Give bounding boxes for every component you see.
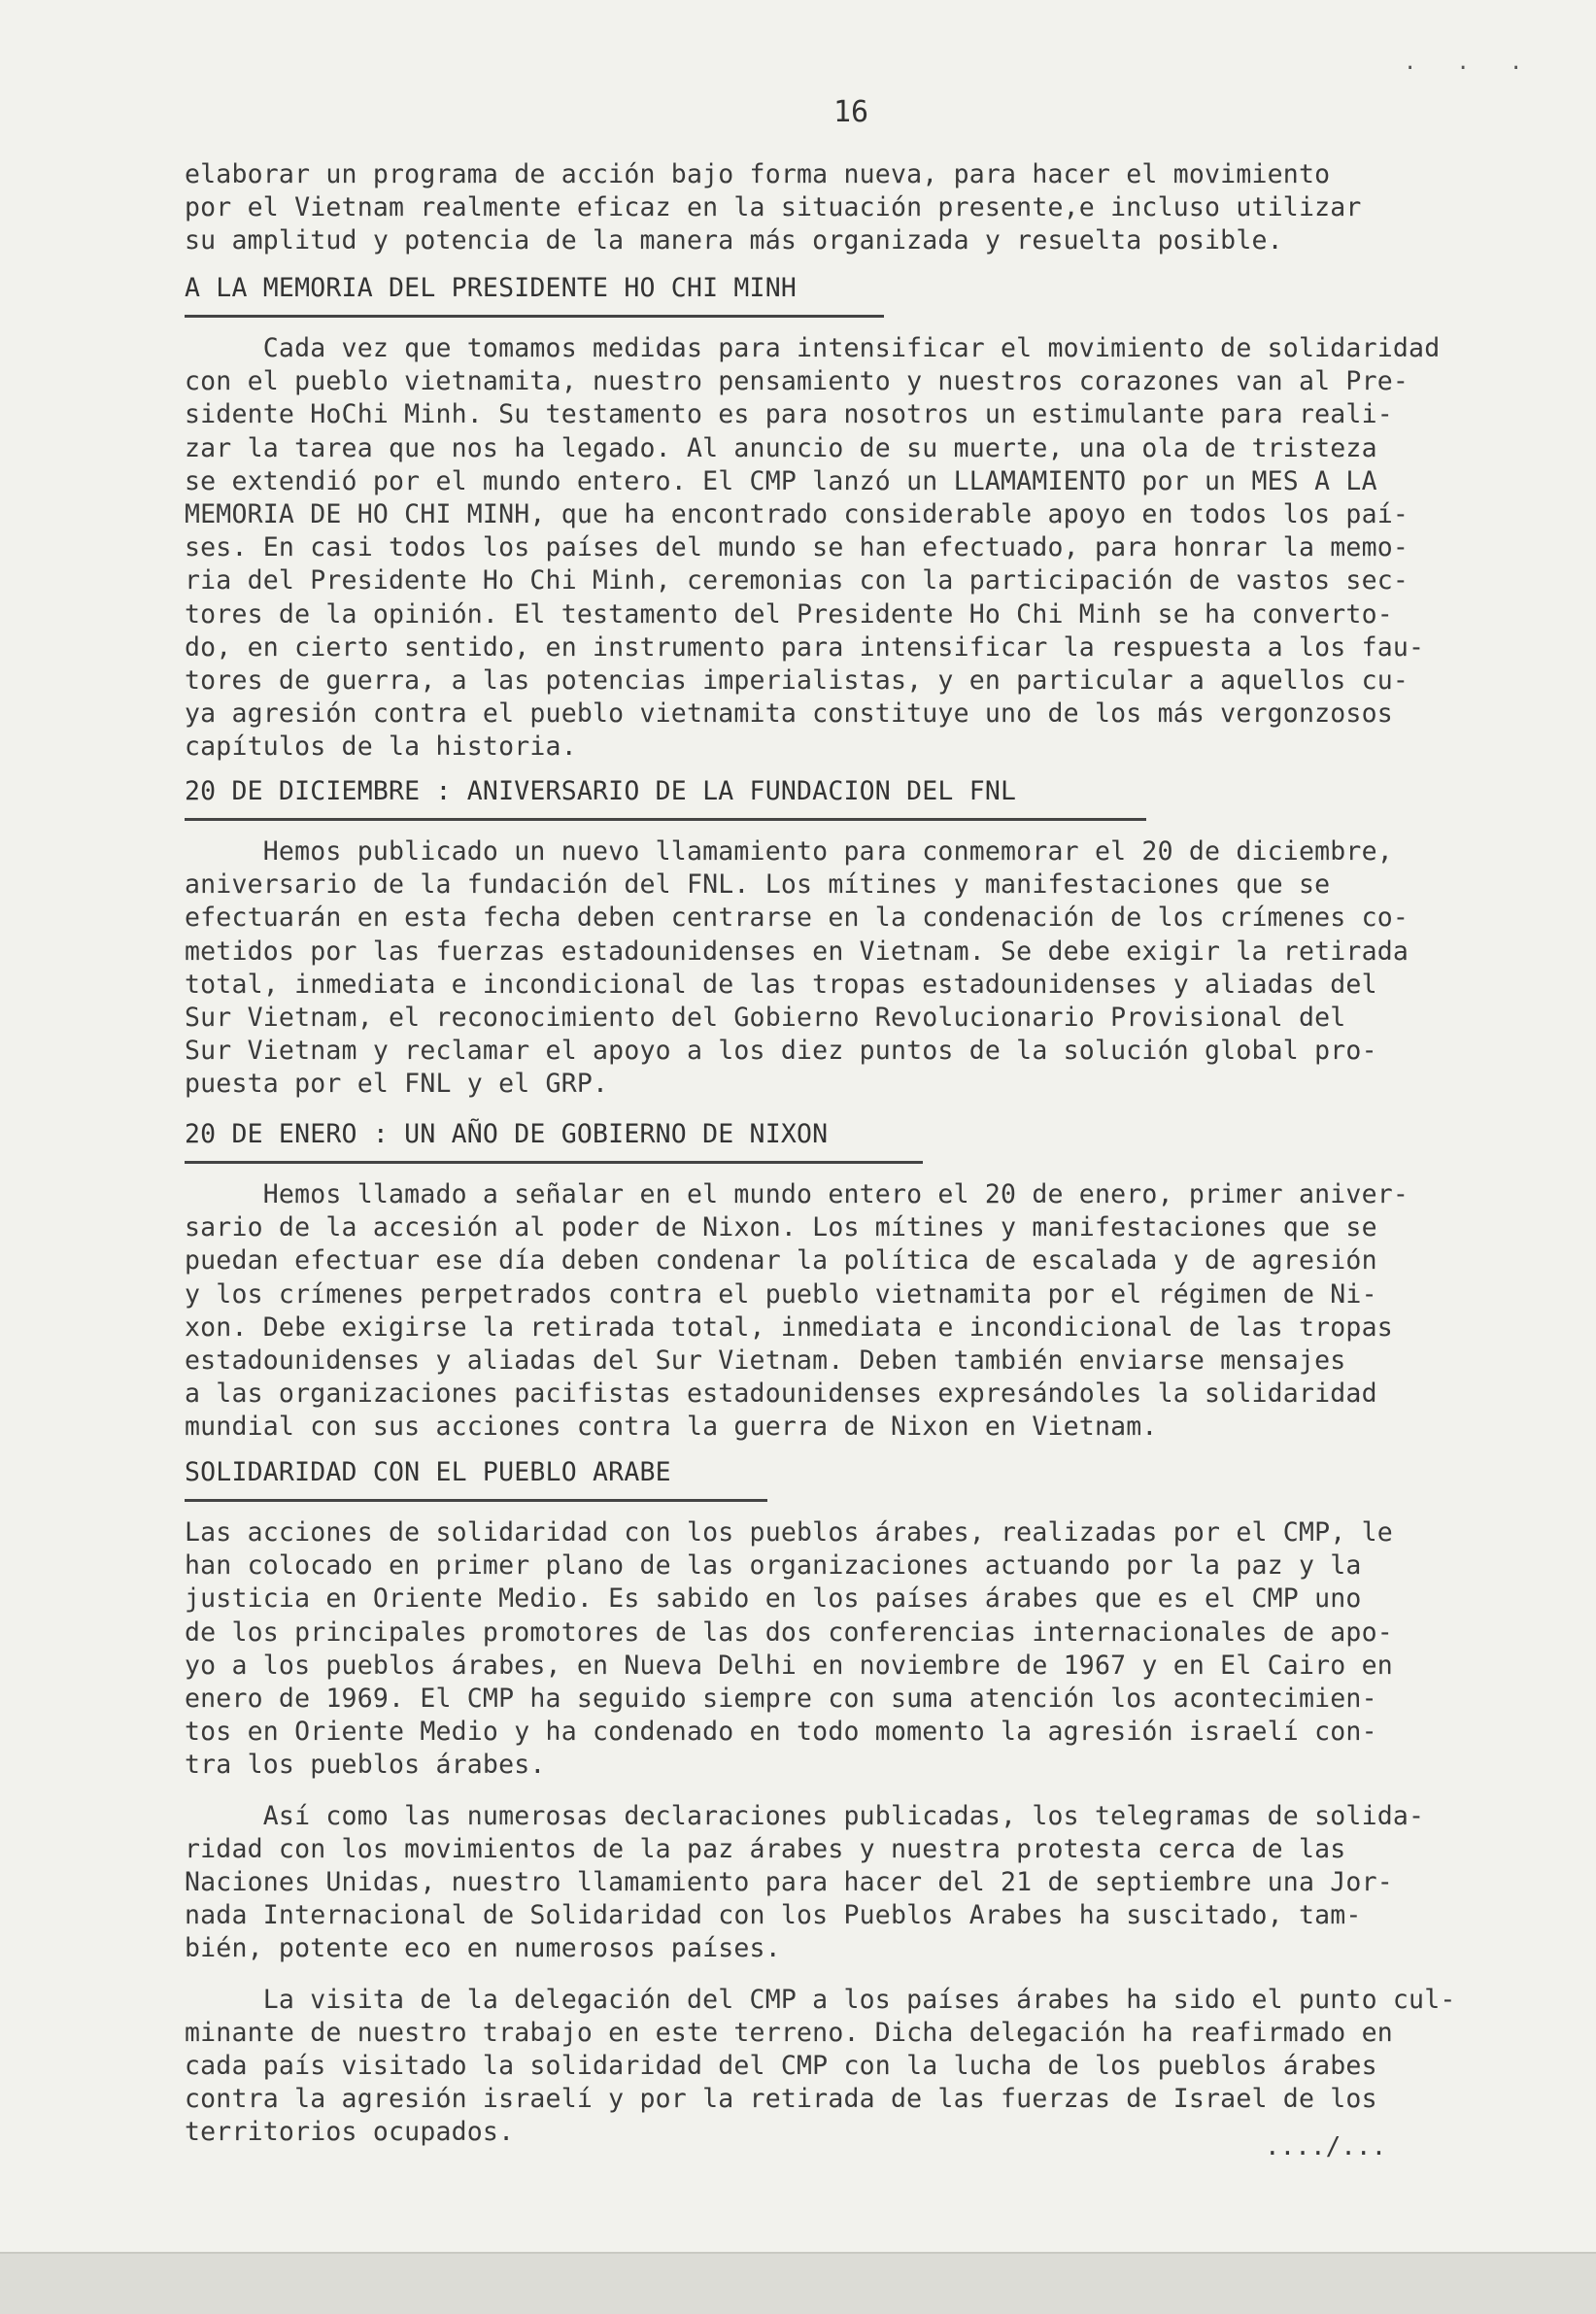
section-heading: 20 DE ENERO : UN AÑO DE GOBIERNO DE NIXON (185, 1119, 829, 1149)
text-line: Cada vez que tomamos medidas para intensificar el movimiento de solidaridad (185, 333, 1441, 363)
text-line: efectuarán en esta fecha deben centrarse en la condenación de los crímenes co- (185, 902, 1409, 934)
text-line: cada país visitado la solidaridad del CMP con la lucha de los pueblos árabes (185, 2051, 1377, 2081)
text-line: tores de la opinión. El testamento del Presidente Ho Chi Minh se ha converto- (185, 598, 1393, 630)
text-line: sario de la accesión al poder de Nixon. Los mítines y manifestaciones que se (185, 1212, 1377, 1243)
text-line: MEMORIA DE HO CHI MINH, que ha encontrado considerable apoyo en todos los paí- (185, 499, 1409, 529)
section-heading: A LA MEMORIA DEL PRESIDENTE HO CHI MINH (185, 273, 798, 303)
heading-underline (185, 1499, 767, 1502)
text-line: minante de nuestro trabajo en este terreno. Dicha delegación ha reafirmado en (185, 2017, 1393, 2048)
text-line: yo a los pueblos árabes, en Nueva Delhi en noviembre de 1967 y en El Cairo en (185, 1650, 1393, 1681)
text-line: elaborar un programa de acción bajo forma nueva, para hacer el movimiento (185, 159, 1331, 189)
text-line: do, en cierto sentido, en instrumento para intensificar la respuesta a los fau- (185, 631, 1425, 663)
page-specks: . . . (1404, 51, 1537, 75)
text-line: Sur Vietnam y reclamar el apoyo a los diez puntos de la solución global pro- (185, 1036, 1377, 1067)
text-line: con el pueblo vietnamita, nuestro pensamiento y nuestros corazones van al Pre- (185, 366, 1409, 397)
heading-underline (185, 1161, 923, 1164)
text-line: xon. Debe exigirse la retirada total, inmediata e incondicional de las tropas (185, 1311, 1393, 1343)
text-line: a las organizaciones pacifistas estadounidenses expresándoles la solidaridad (185, 1378, 1377, 1410)
text-line: nada Internacional de Solidaridad con los Pueblos Arabes ha suscitado, tam- (185, 1900, 1362, 1931)
scan-bottom-edge (0, 2252, 1596, 2314)
text-line: mundial con sus acciones contra la guerra de Nixon en Vietnam. (185, 1412, 1158, 1443)
page-number: 16 (833, 95, 869, 129)
text-line: tra los pueblos árabes. (185, 1750, 546, 1781)
text-line: contra la agresión israelí y por la retirada de las fuerzas de Israel de los (185, 2084, 1377, 2115)
text-line: y los crímenes perpetrados contra el pueblo vietnamita por el régimen de Ni- (185, 1278, 1377, 1310)
text-line: metidos por las fuerzas estadounidenses en Vietnam. Se debe exigir la retirada (185, 936, 1409, 967)
text-line: justicia en Oriente Medio. Es sabido en los países árabes que es el CMP uno (185, 1583, 1362, 1615)
text-line: su amplitud y potencia de la manera más organizada y resuelta posible. (185, 225, 1283, 256)
text-line: puedan efectuar ese día deben condenar la política de escalada y de agresión (185, 1245, 1377, 1276)
text-line: ria del Presidente Ho Chi Minh, ceremonias con la participación de vastos sec- (185, 565, 1409, 596)
text-line: La visita de la delegación del CMP a los países árabes ha sido el punto cul- (185, 1984, 1456, 2015)
text-line: Sur Vietnam, el reconocimiento del Gobierno Revolucionario Provisional del (185, 1003, 1346, 1033)
text-line: territorios ocupados. (185, 2117, 515, 2148)
text-line: sidente HoChi Minh. Su testamento es para nosotros un estimulante para reali- (185, 399, 1393, 430)
text-line: bién, potente eco en numerosos países. (185, 1933, 781, 1964)
continuation-mark: ..../... (1265, 2132, 1387, 2161)
text-line: se extendió por el mundo entero. El CMP lanzó un LLAMAMIENTO por un MES A LA (185, 465, 1377, 496)
text-line: por el Vietnam realmente eficaz en la situación presente,e incluso utilizar (185, 192, 1362, 223)
text-line: tores de guerra, a las potencias imperialistas, y en particular a aquellos cu- (185, 665, 1409, 696)
text-line: ridad con los movimientos de la paz árabes y nuestra protesta cerca de las (185, 1833, 1346, 1864)
heading-underline (185, 818, 1146, 821)
section-heading: 20 DE DICIEMBRE : ANIVERSARIO DE LA FUNDACION DEL FNL (185, 776, 1017, 806)
text-line: de los principales promotores de las dos conferencias internacionales de apo- (185, 1616, 1393, 1648)
text-line: ses. En casi todos los países del mundo se han efectuado, para honrar la memo- (185, 532, 1409, 563)
text-line: Hemos llamado a señalar en el mundo entero el 20 de enero, primer aniver- (185, 1179, 1409, 1209)
text-line: aniversario de la fundación del FNL. Los mítines y manifestaciones que se (185, 869, 1331, 901)
text-line: tos en Oriente Medio y ha condenado en todo momento la agresión israelí con- (185, 1717, 1377, 1748)
text-line: Las acciones de solidaridad con los pueblos árabes, realizadas por el CMP, le (185, 1517, 1393, 1548)
text-line: estadounidenses y aliadas del Sur Vietnam. Deben también enviarse mensajes (185, 1345, 1346, 1376)
text-line: Naciones Unidas, nuestro llamamiento para hacer del 21 de septiembre una Jor- (185, 1867, 1393, 1897)
heading-underline (185, 315, 884, 318)
text-line: enero de 1969. El CMP ha seguido siempre con suma atención los acontecimien- (185, 1684, 1377, 1714)
text-line: total, inmediata e incondicional de las tropas estadounidenses y aliadas del (185, 969, 1377, 1000)
text-line: ya agresión contra el pueblo vietnamita constituye uno de los más vergonzosos (185, 698, 1393, 730)
text-line: Así como las numerosas declaraciones publicadas, los telegramas de solida- (185, 1800, 1425, 1831)
text-line: zar la tarea que nos ha legado. Al anuncio de su muerte, una ola de tristeza (185, 432, 1377, 463)
text-line: capítulos de la historia. (185, 732, 577, 763)
text-line: han colocado en primer plano de las organizaciones actuando por la paz y la (185, 1550, 1362, 1582)
text-line: Hemos publicado un nuevo llamamiento para conmemorar el 20 de diciembre, (185, 836, 1393, 867)
text-line: puesta por el FNL y el GRP. (185, 1069, 609, 1100)
section-heading: SOLIDARIDAD CON EL PUEBLO ARABE (185, 1457, 671, 1487)
